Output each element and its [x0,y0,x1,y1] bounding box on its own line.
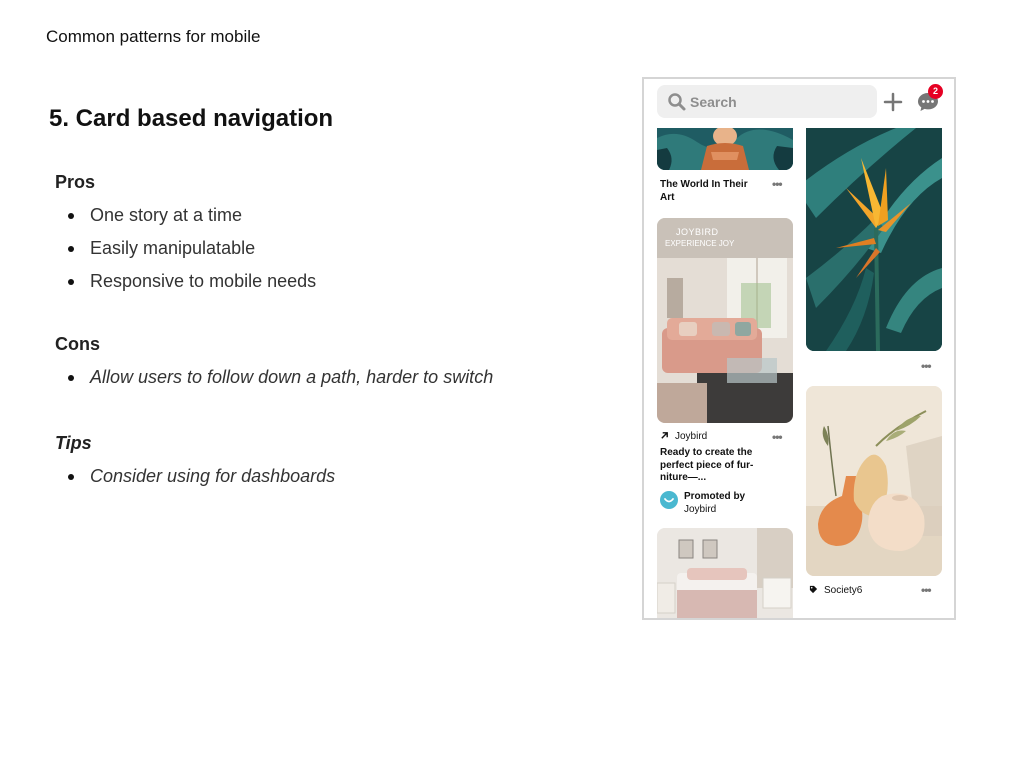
slide-title: 5. Card based navigation [49,105,334,132]
pin-title: Ready to create the perfect piece of fur- niture—... [660,447,754,483]
pin-source[interactable]: Joybird [675,431,708,442]
tips-section [55,433,335,493]
more-options-icon[interactable]: ••• [921,583,931,597]
bird-of-paradise-illustration [806,128,942,351]
tag-icon [809,585,818,594]
list-item: One story at a time [55,199,316,232]
promoted-avatar [660,491,678,509]
pros-list [55,199,316,298]
more-options-icon[interactable]: ••• [772,430,782,444]
joybird-tagline: EXPERIENCE JOY [665,239,735,248]
more-options-icon[interactable]: ••• [772,177,782,191]
cons-section [55,334,493,394]
pin-title: The World In Their Art [660,179,748,203]
external-link-icon [660,431,669,440]
list-item: Easily manipulatable [55,232,316,265]
pros-heading: Pros [55,172,96,192]
pros-section [55,172,316,298]
tips-list [55,460,335,493]
promoted-label: Promoted by [684,491,746,502]
joybird-mark-icon [660,491,678,509]
plus-icon[interactable] [882,91,904,113]
slide-header: Common patterns for mobile [46,27,261,46]
world-art-illustration [657,128,793,170]
joybird-logo: JOYBIRD [676,227,719,237]
list-item: Consider using for dashboards [55,460,335,493]
pin-image-vases[interactable] [806,386,942,576]
search-placeholder: Search [690,94,737,110]
pin-image-joybird[interactable] [657,218,793,423]
search-input[interactable] [657,85,877,118]
pin-image-world-art[interactable] [657,128,793,170]
list-item: Allow users to follow down a path, harder to switch [55,361,493,394]
cons-list [55,361,493,394]
tips-heading: Tips [55,433,92,453]
vases-illustration [806,386,942,576]
more-options-icon[interactable]: ••• [921,359,931,373]
pin-image-bedroom[interactable] [657,528,793,620]
search-icon [667,92,687,112]
living-room-illustration [657,218,793,423]
promoted-by[interactable]: Joybird [684,504,717,515]
pin-image-bird-of-paradise[interactable] [806,128,942,351]
pin-source[interactable]: Society6 [824,585,863,596]
bedroom-illustration [657,528,793,620]
cons-heading: Cons [55,334,100,354]
notification-badge: 2 [928,84,943,99]
phone-screenshot [642,77,956,620]
list-item: Responsive to mobile needs [55,265,316,298]
